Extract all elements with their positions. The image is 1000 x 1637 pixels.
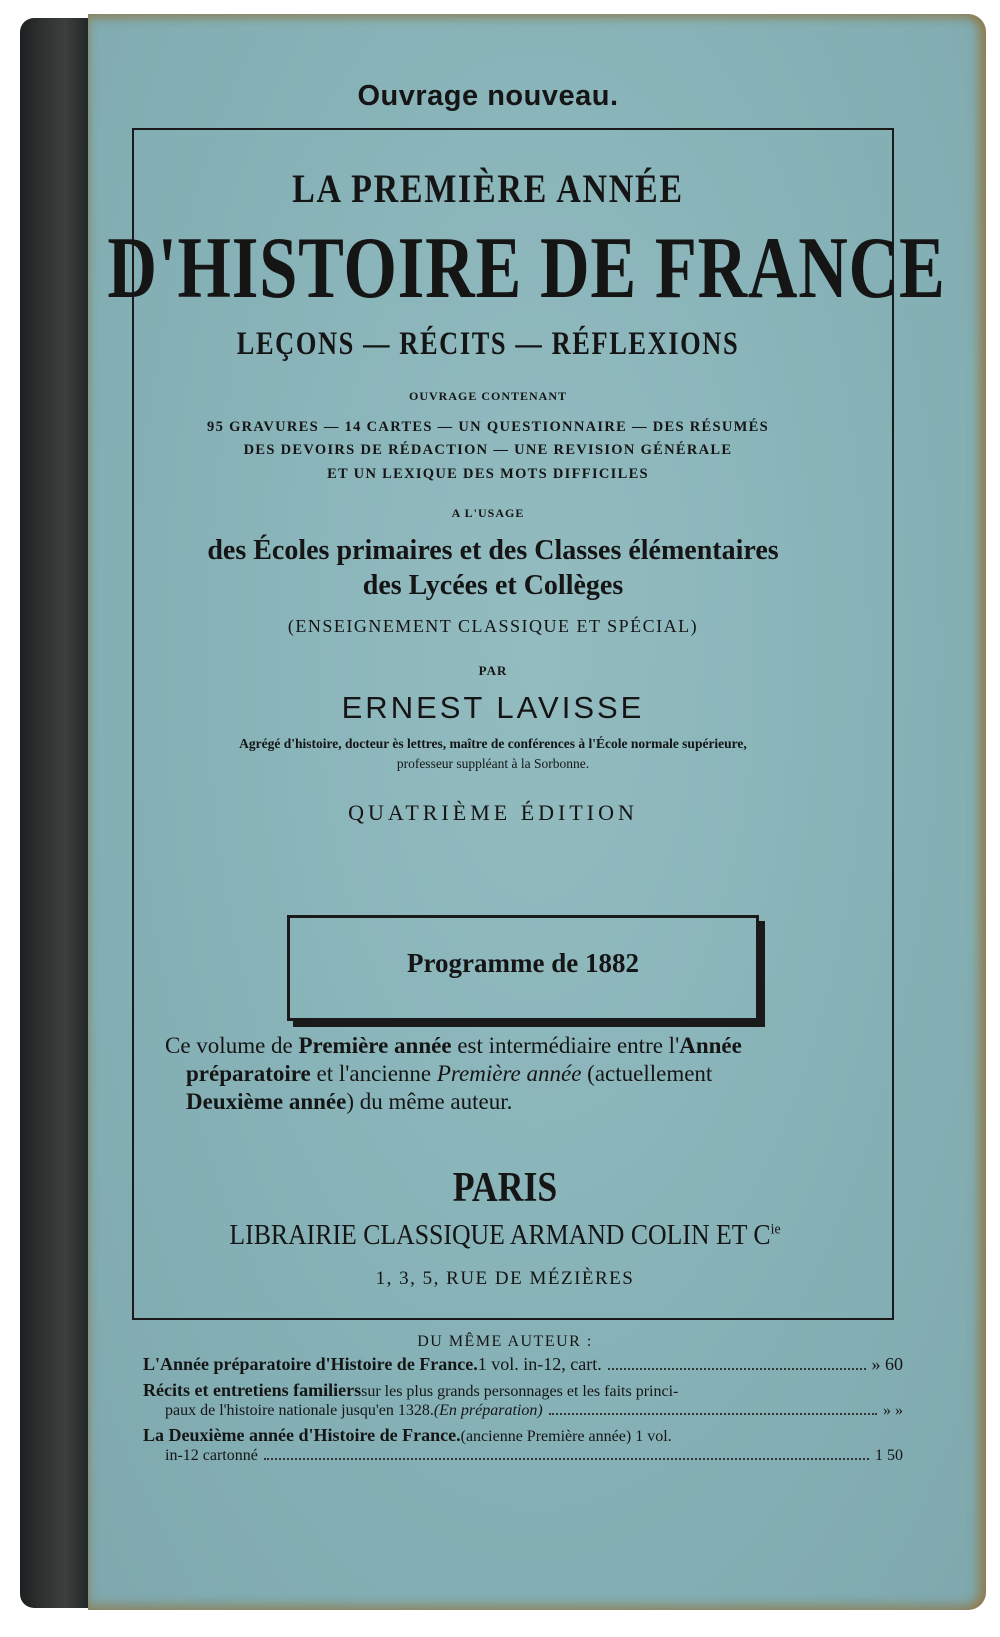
publisher-city: PARIS	[452, 1165, 558, 1211]
desc-bold: Première année	[298, 1033, 452, 1058]
desc-text: (actuellement	[581, 1061, 713, 1086]
same-author-item3	[143, 1425, 903, 1446]
same-author-item1	[143, 1354, 903, 1375]
item-title: Récits et entretiens familiers	[143, 1380, 362, 1400]
contents-line1: 95 GRAVURES — 14 CARTES — UN QUESTIONNAIRE — DES RÉSUMÉS	[207, 419, 769, 435]
dot-leader	[608, 1368, 866, 1370]
desc-text: Ce volume de	[165, 1033, 299, 1058]
author-credentials1: Agrégé d'histoire, docteur ès lettres, maître de conférences à l'École normale supérieure,	[239, 736, 747, 751]
item-price: » 60	[871, 1354, 903, 1374]
contents-line3: ET UN LEXIQUE DES MOTS DIFFICILES	[327, 466, 649, 482]
desc-bold: préparatoire	[186, 1061, 311, 1086]
same-author-item2	[143, 1380, 903, 1401]
publisher-name-text: LIBRAIRIE CLASSIQUE ARMAND COLIN ET C	[229, 1220, 771, 1251]
contents-line2: DES DEVOIRS DE RÉDACTION — UNE REVISION GÉNÉRALE	[243, 442, 733, 458]
usage-line1: des Écoles primaires et des Classes élémentaires	[207, 535, 779, 566]
usage-line2: des Lycées et Collèges	[362, 570, 624, 601]
same-author-item3-line2	[165, 1447, 903, 1465]
ouvrage-nouveau: Ouvrage nouveau.	[357, 80, 619, 112]
description-line1	[165, 1033, 865, 1059]
same-author-item2-line2	[165, 1402, 903, 1420]
edition: QUATRIÈME ÉDITION	[348, 800, 638, 825]
description-line2	[186, 1061, 886, 1087]
desc-bold: Deuxième année	[186, 1089, 347, 1114]
same-author-heading: DU MÊME AUTEUR :	[417, 1333, 593, 1350]
usage-line3: (ENSEIGNEMENT CLASSIQUE ET SPÉCIAL)	[287, 616, 699, 636]
item-detail: in-12 cartonné	[165, 1447, 258, 1464]
item-detail: (ancienne Première année) 1 vol.	[460, 1428, 672, 1445]
desc-italic: Première année	[436, 1061, 582, 1086]
usage-intro: A L'USAGE	[451, 506, 525, 520]
item-status: (En préparation)	[433, 1402, 543, 1419]
item-price: » »	[883, 1402, 903, 1419]
item-title: L'Année préparatoire d'Histoire de France.	[143, 1354, 478, 1374]
dot-leader	[264, 1458, 869, 1460]
item-detail: sur les plus grands personnages et les faits princi-	[361, 1383, 679, 1400]
desc-bold: Année	[679, 1033, 742, 1058]
programme-label: Programme de 1882	[407, 948, 639, 978]
desc-text: ) du même auteur.	[346, 1089, 513, 1114]
description-line3	[186, 1089, 886, 1115]
item-price: 1 50	[875, 1447, 903, 1464]
item-detail: paux de l'histoire nationale jusqu'en 1328.	[165, 1402, 434, 1419]
dot-leader	[549, 1413, 877, 1415]
author-name: ERNEST LAVISSE	[341, 690, 645, 725]
publisher-address: 1, 3, 5, RUE DE MÉZIÈRES	[375, 1268, 635, 1289]
publisher-name-sup: ie	[770, 1221, 781, 1238]
item-title: La Deuxième année d'Histoire de France.	[143, 1425, 461, 1445]
title-main: D'HISTOIRE DE FRANCE	[107, 220, 946, 317]
item-detail: 1 vol. in-12, cart.	[477, 1354, 602, 1374]
desc-text: est intermédiaire entre l'	[451, 1033, 680, 1058]
par-label: PAR	[478, 663, 508, 678]
title-subtitle: LEÇONS — RÉCITS — RÉFLEXIONS	[236, 326, 740, 362]
author-credentials2: professeur suppléant à la Sorbonne.	[396, 756, 590, 771]
desc-text: et l'ancienne	[310, 1061, 437, 1086]
publisher-name	[40, 1220, 969, 1252]
contents-intro: OUVRAGE CONTENANT	[408, 389, 567, 403]
title-line1: LA PREMIÈRE ANNÉE	[292, 166, 684, 211]
